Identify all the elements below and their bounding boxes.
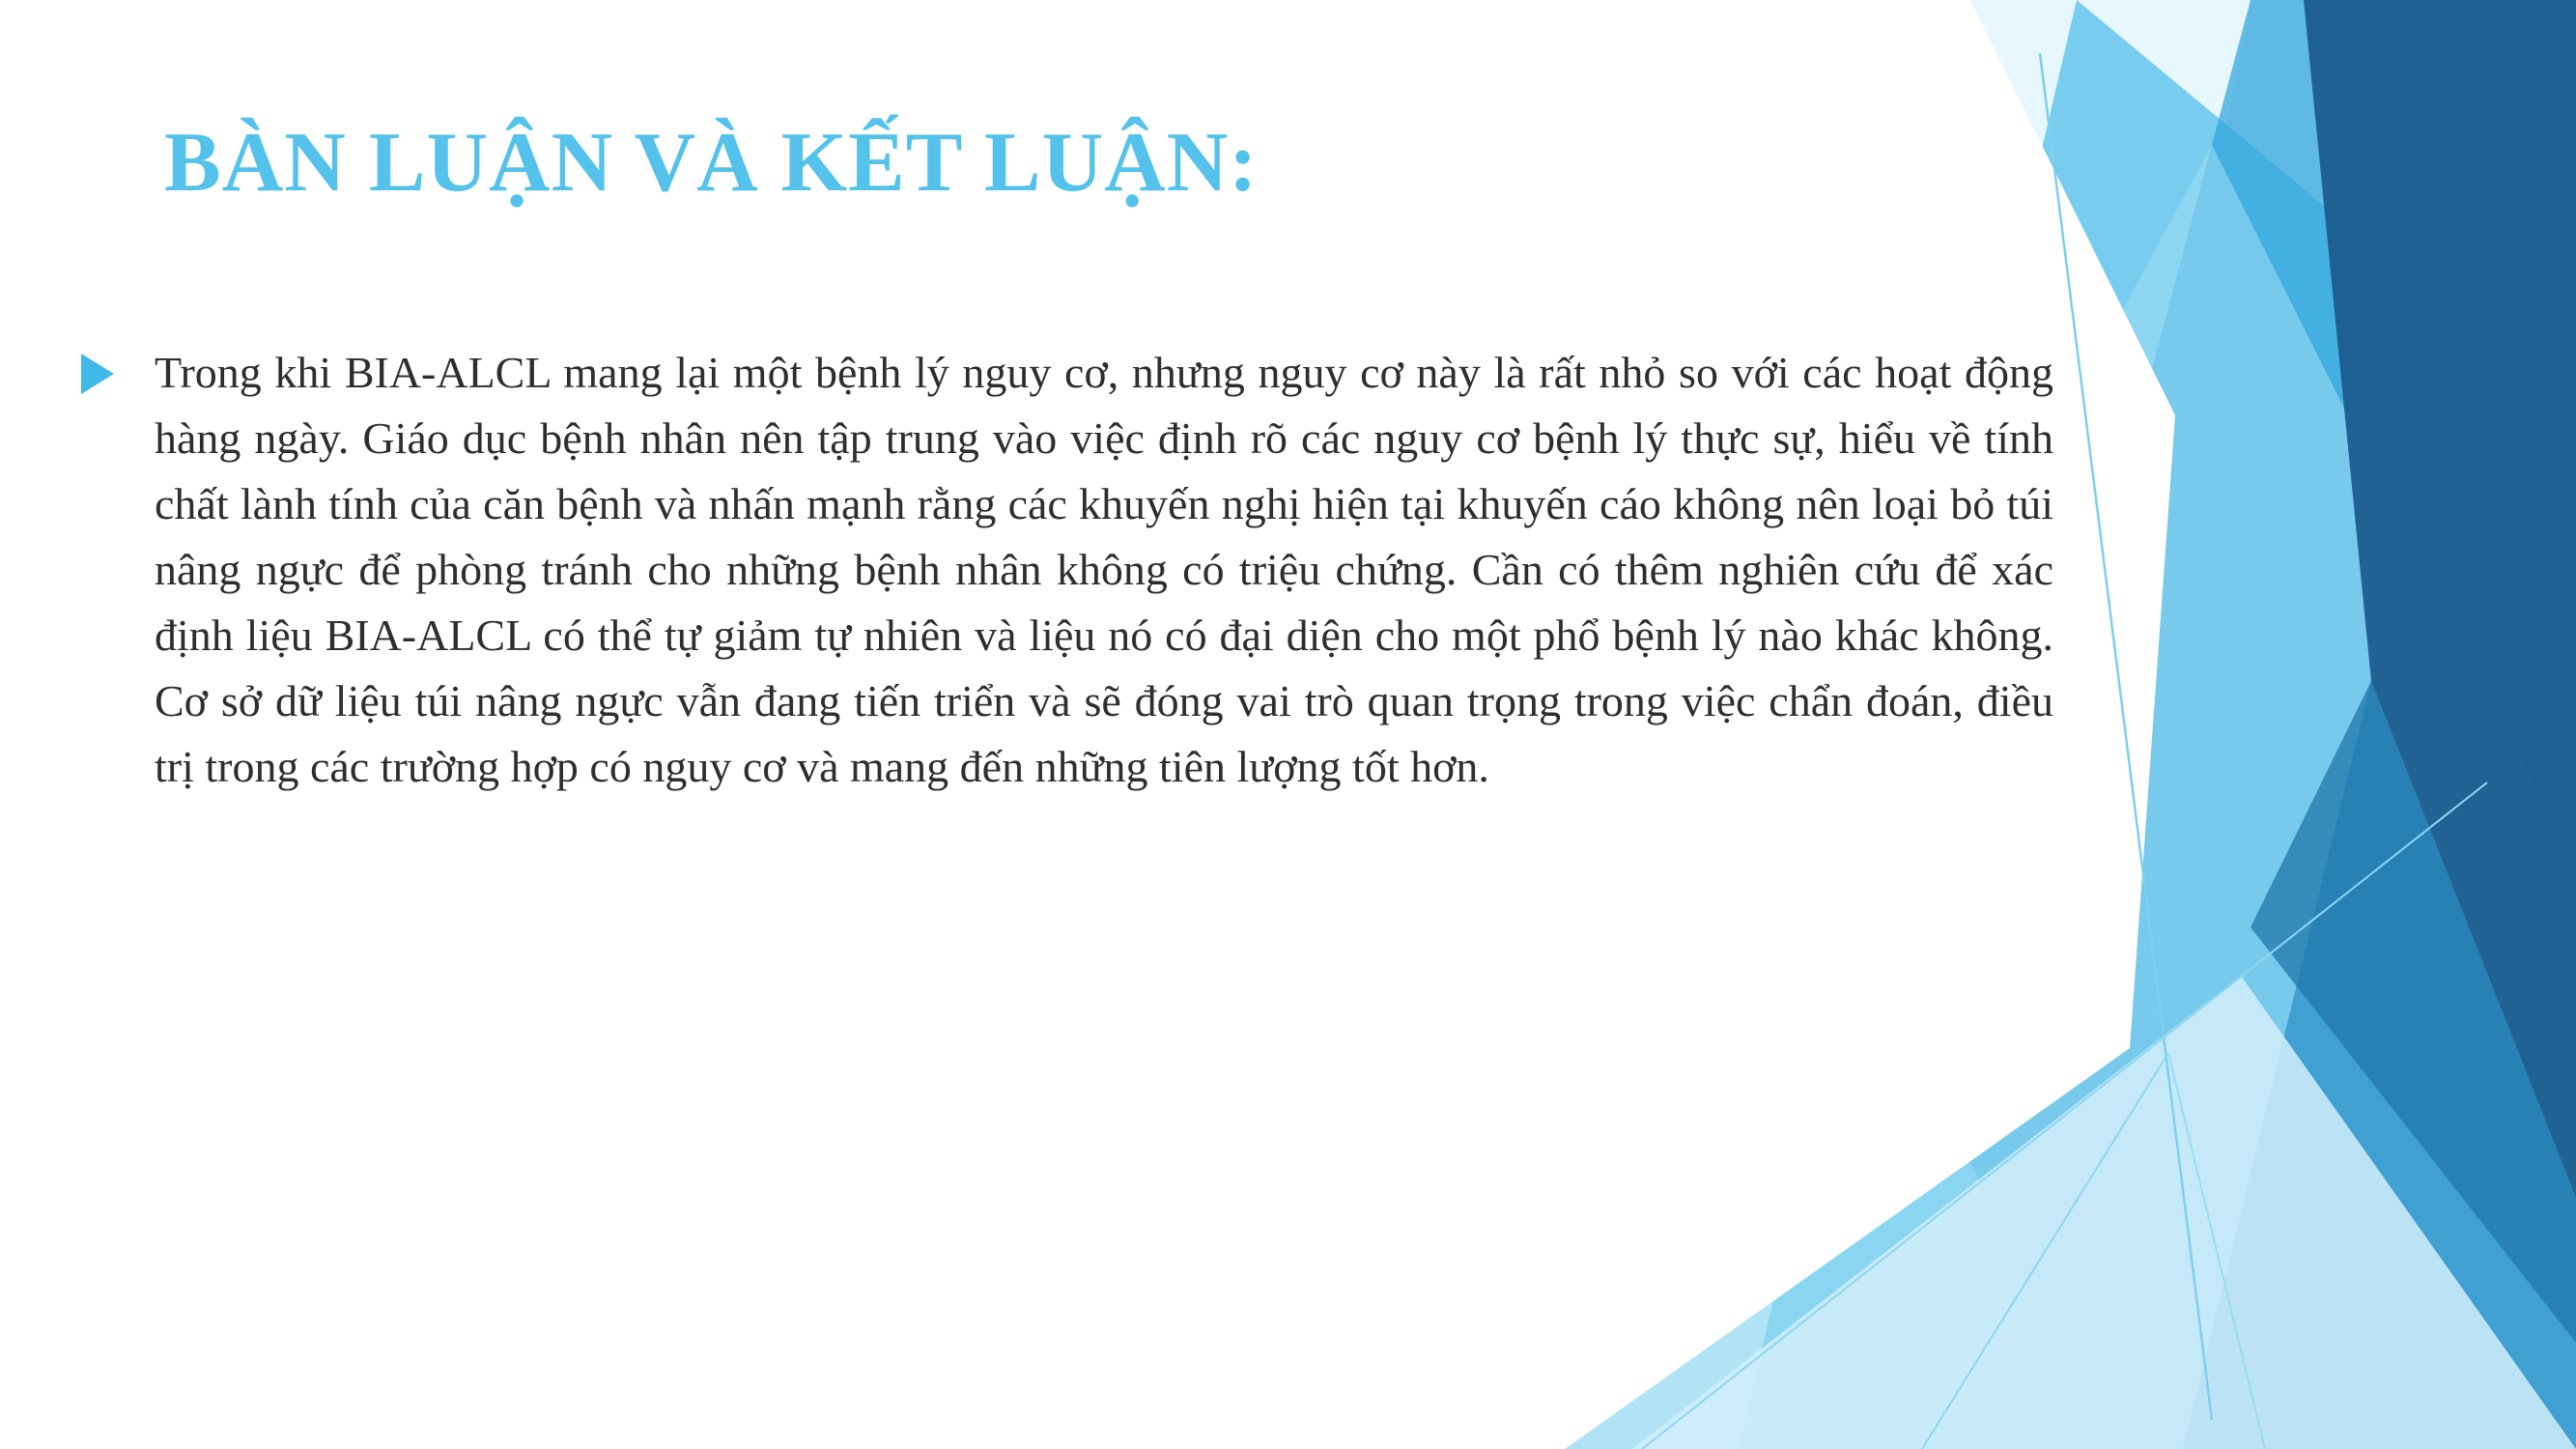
triangle-bullet-icon [81,354,114,394]
page-title: BÀN LUẬN VÀ KẾT LUẬN: [164,116,1259,210]
bullet-item [81,340,2057,800]
bullet-text: Trong khi BIA-ALCL mang lại một bệnh lý nguy cơ, nhưng nguy cơ này là rất nhỏ so với các hoạt động hàng ngày. Giáo dục bệnh nhân nên tập trung vào việc định rõ các nguy cơ bệnh lý thực sự, hiểu về tính chất lành tính của căn bệnh và nhấn mạnh rằng các khuyến nghị hiện tại khuyến cáo không nên loại bỏ túi nâng ngực để phòng tránh cho những bệnh nhân không có triệu chứng. Cần có thêm nghiên cứu để xác định liệu BIA-ALCL có thể tự giảm tự nhiên và liệu nó có đại diện cho một phổ bệnh lý nào khác không. Cơ sở dữ liệu túi nâng ngực vẫn đang tiến triển và sẽ đóng vai trò quan trọng trong việc chẩn đoán, điều trị trong các trường hợp có nguy cơ và mang đến những tiên lượng tốt hơn. [155,348,2053,791]
